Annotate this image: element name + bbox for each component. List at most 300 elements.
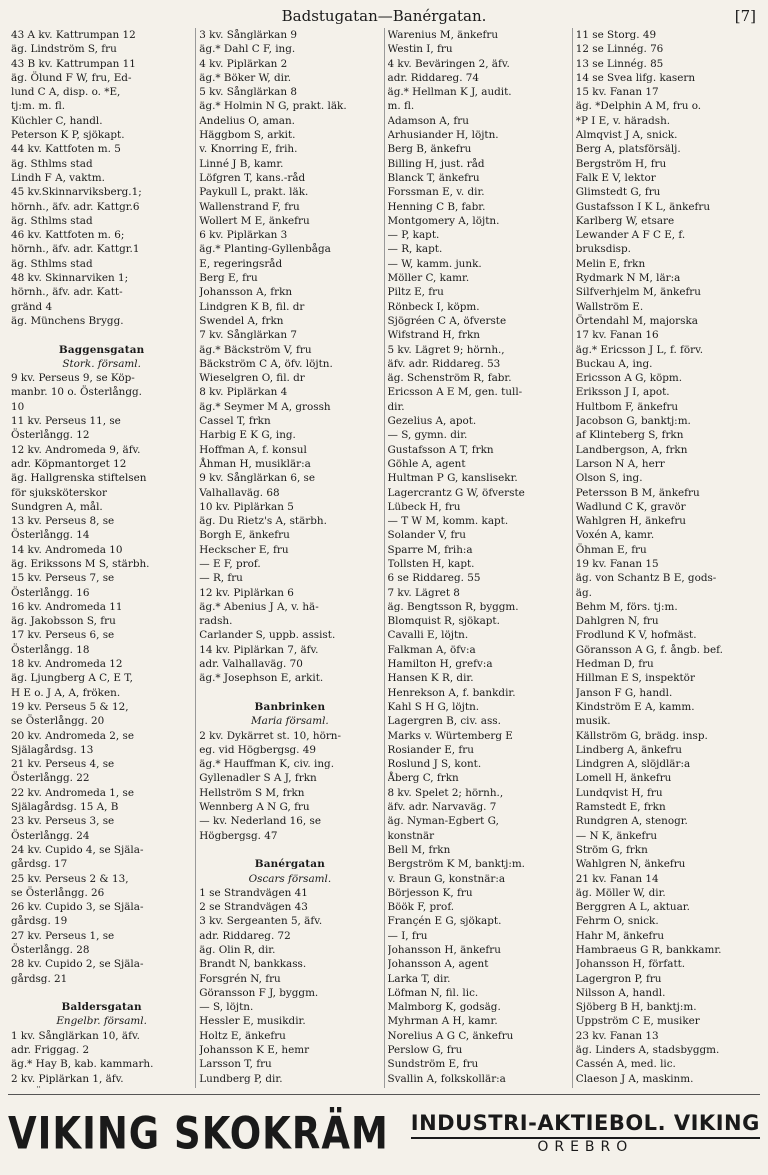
directory-entry: Cassén A, med. lic. <box>575 1058 676 1071</box>
directory-entry: äg. Hallgrenska stiftelsen <box>11 472 147 485</box>
directory-entry: Landbergson, A, frkn <box>575 443 688 456</box>
directory-entry: Wieselgren O, fil. dr <box>199 372 305 385</box>
directory-entry: äg. Jakobsson S, fru <box>11 615 116 628</box>
directory-entry: — I, fru <box>387 929 428 942</box>
directory-entry: Larsson T, fru <box>199 1058 272 1071</box>
column-4 <box>572 28 760 1088</box>
directory-entry: Holtz E, änkefru <box>199 1029 286 1042</box>
directory-entry: Blomquist R, sjökapt. <box>387 615 500 628</box>
directory-entry: 5 kv. Lägret 9; hörnh., <box>387 343 505 356</box>
directory-entry: — S, gymn. dir. <box>387 429 468 442</box>
directory-entry: H E o. J A, A, fröken. <box>11 686 121 699</box>
directory-entry: äg. Ölund F W, fru, Ed- <box>11 71 132 84</box>
directory-entry: Frodlund K V, hofmäst. <box>575 629 697 642</box>
directory-entry: Adamson A, fru <box>387 114 469 127</box>
directory-entry: Brandt N, bankkass. <box>199 958 307 971</box>
directory-entry: tj:m. m. fl. <box>11 100 66 113</box>
directory-entry: Hansen K R, dir. <box>387 672 474 685</box>
directory-entry: — T W M, komm. kapt. <box>387 515 509 528</box>
directory-entry: Åhman H, musiklär:a <box>199 457 311 470</box>
company-block <box>411 1111 760 1155</box>
directory-entry: Rosiander E, fru <box>387 743 474 756</box>
directory-entry: Bell M, frkn <box>387 843 451 856</box>
directory-entry: Böök F, prof. <box>387 901 455 914</box>
directory-entry: Hillman E S, inspektör <box>575 672 695 685</box>
directory-entry: äg. Schenström R, fabr. <box>387 372 512 385</box>
directory-entry: Wifstrand H, frkn <box>387 329 480 342</box>
directory-entry: Dahlgren N, fru <box>575 615 659 628</box>
directory-entry: Wennberg A N G, fru <box>199 801 310 814</box>
directory-entry: v. Braun G, konstnär:a <box>387 872 506 885</box>
directory-entry: — E F, prof. <box>199 557 261 570</box>
directory-entry: äg. Bengtsson R, byggm. <box>387 600 519 613</box>
directory-entry: 4 kv. Beväringen 2, äfv. <box>387 57 510 70</box>
directory-entry: Lundqvist H, fru <box>575 786 663 799</box>
directory-entry: Marks v. Würtemberg E <box>387 729 513 742</box>
directory-entry: äfv. adr. Narvaväg. 7 <box>387 801 497 814</box>
directory-entry: Harbig E K G, ing. <box>199 429 296 442</box>
directory-entry: Janson F G, handl. <box>575 686 673 699</box>
directory-entry: 1 kv. Sånglärkan 10, äfv. <box>11 1029 140 1042</box>
directory-entry: äg. von Schantz B E, gods- <box>575 572 717 585</box>
street-heading: Baggensgatan <box>58 343 145 356</box>
directory-entry: Lagergren B, civ. ass. <box>387 715 501 728</box>
directory-entry: Eriksson J I, apot. <box>575 386 670 399</box>
directory-entry: Johansson K E, hemr <box>199 1044 310 1057</box>
directory-entry: Falkman A, öfv:a <box>387 643 476 656</box>
directory-entry: Lagercrantz G W, öfverste <box>387 486 525 499</box>
directory-entry: Ramstedt E, frkn <box>575 801 666 814</box>
directory-entry: Bergström H, fru <box>575 157 667 170</box>
directory-entry: Johansson A, frkn <box>199 286 293 299</box>
directory-entry: 7 kv. Sånglärkan 7 <box>199 329 297 342</box>
directory-entry: Françén E G, sjökapt. <box>387 915 502 928</box>
directory-entry: Hessler E, musikdir. <box>199 1015 306 1028</box>
directory-entry: 25 kv. Perseus 2 & 13, <box>11 872 129 885</box>
directory-entry: Melin E, frkn <box>575 257 646 270</box>
directory-entry: Lagergron P, fru <box>575 972 662 985</box>
directory-entry: Henrekson A, f. bankdir. <box>387 686 516 699</box>
directory-entry: äg. Möller W, dir. <box>575 886 666 899</box>
directory-entry: 17 kv. Fanan 16 <box>575 329 659 342</box>
directory-entry: 19 kv. Perseus 5 & 12, <box>11 700 129 713</box>
directory-entry: Blanck T, änkefru <box>387 171 480 184</box>
directory-entry: Paykull L, prakt. läk. <box>199 186 309 199</box>
directory-entry: gårdsg. 21 <box>11 972 68 985</box>
street-heading: Banérgatan <box>254 858 325 871</box>
directory-entry: Åberg C, frkn <box>387 772 459 785</box>
directory-entry: Tollsten H, kapt. <box>387 557 475 570</box>
directory-entry: — R, kapt. <box>387 243 443 256</box>
directory-entry: 11 se Storg. 49 <box>575 29 657 41</box>
directory-entry: 13 se Linnég. 85 <box>575 57 664 70</box>
directory-entry: Falk E V, lektor <box>575 171 656 184</box>
directory-entry: Heckscher E, fru <box>199 543 289 556</box>
directory-entry: 15 kv. Perseus 7, se <box>11 572 115 585</box>
directory-entry: Myhrman A H, kamr. <box>387 1015 498 1028</box>
directory-entry: äg.* Planting-Gyllenbåga <box>199 243 331 256</box>
directory-entry: äg.* Josephson E, arkit. <box>199 672 324 685</box>
directory-entry: Lindberg A, änkefru <box>575 743 682 756</box>
directory-entry: Karlberg W, etsare <box>575 214 675 227</box>
parish-label: Oscars församl. <box>248 872 332 885</box>
directory-entry: Andelius O, aman. <box>199 114 295 127</box>
directory-entry: 28 kv. Cupido 2, se Själa- <box>11 958 144 971</box>
directory-entry: Johansson H, författ. <box>575 958 686 971</box>
directory-entry: 6 kv. Piplärkan 3 <box>199 229 288 242</box>
directory-entry: Bergström K M, banktj:m. <box>387 858 525 871</box>
directory-entry: äg.* Dahl C F, ing. <box>199 43 296 56</box>
directory-entry: Billing H, just. råd <box>387 157 485 170</box>
directory-entry: 45 kv.Skinnarviksberg.1; <box>11 186 142 199</box>
directory-entry: 10 <box>11 400 25 413</box>
column-2 <box>195 28 383 1088</box>
directory-entry: äg. Lindström S, fru <box>11 43 117 56</box>
directory-entry: äg. Sthlms stad <box>11 214 93 227</box>
directory-entry: 15 kv. Fanan 17 <box>575 86 659 99</box>
directory-entry: Källström G, brädg. insp. <box>575 729 708 742</box>
directory-entry: gränd 4 <box>11 300 53 313</box>
directory-entry: Häggbom S, arkit. <box>199 129 296 142</box>
parish-label: Maria församl. <box>251 715 329 728</box>
directory-entry: Svallin A, folkskollär:a <box>387 1072 506 1085</box>
directory-entry: Hamilton H, grefv:a <box>387 658 493 671</box>
directory-entry: Gezelius A, apot. <box>387 415 477 428</box>
directory-entry: Lindgren A, slöjdlär:a <box>575 758 691 771</box>
directory-entry: — W, kamm. junk. <box>387 257 482 270</box>
directory-entry: Sundgren A, mål. <box>11 500 103 513</box>
directory-entry: Öhman E, fru <box>575 543 647 556</box>
directory-entry: Westin I, fru <box>387 43 453 56</box>
directory-entry: Malmborg K, godsäg. <box>387 1001 501 1014</box>
directory-entry: äg. *Delphin A M, fru o. <box>575 100 702 113</box>
directory-columns <box>8 28 760 1088</box>
directory-entry: 3 kv. Sergeanten 5, äfv. <box>199 915 323 928</box>
directory-entry: Hambraeus G R, bankkamr. <box>575 944 722 956</box>
directory-entry <box>11 1086 192 1088</box>
directory-entry: hörnh., äfv. adr. Katt- <box>11 286 123 299</box>
directory-entry: Kahl S H G, löjtn. <box>387 700 480 713</box>
directory-entry: Larka T, dir. <box>387 972 451 985</box>
directory-entry: Rönbeck I, köpm. <box>387 300 480 313</box>
advertisement-footer <box>8 1094 760 1171</box>
directory-entry: Lübeck H, fru <box>387 500 461 513</box>
directory-entry: Österlångg. 28 <box>11 944 90 956</box>
directory-entry: 12 kv. Andromeda 9, äfv. <box>11 443 141 456</box>
directory-entry: Bäckström C A, öfv. löjtn. <box>199 357 333 370</box>
directory-entry: *P I E, v. häradsh. <box>575 114 671 127</box>
directory-entry: 2 kv. Piplärkan 1, äfv. <box>11 1072 124 1085</box>
directory-entry: Kindström E A, kamm. <box>575 700 695 713</box>
directory-entry: — R, fru <box>199 572 243 585</box>
directory-entry: Löfgren T, kans.-råd <box>199 171 306 184</box>
directory-entry: 20 kv. Andromeda 2, se <box>11 729 134 742</box>
directory-entry: hörnh., äfv. adr. Kattgr.1 <box>11 243 140 256</box>
directory-entry: Hoffman A, f. konsul <box>199 443 307 456</box>
directory-entry: 43 A kv. Kattrumpan 12 <box>11 29 136 41</box>
page-header <box>8 4 760 28</box>
directory-entry: Gustafsson A T, frkn <box>387 443 494 456</box>
page-title: Badstugatan—Banérgatan. <box>281 7 487 25</box>
directory-entry: Almqvist J A, snick. <box>575 129 678 142</box>
directory-entry: 44 kv. Kattfoten m. 5 <box>11 143 121 156</box>
directory-entry: — N K, änkefru <box>575 829 658 842</box>
directory-entry: m. fl. <box>387 100 415 113</box>
directory-entry: — S, löjtn. <box>199 1001 254 1014</box>
directory-entry: Möller C, kamr. <box>387 272 470 285</box>
directory-entry: Roslund J S, kont. <box>387 758 482 771</box>
directory-entry: Berg B, änkefru <box>387 143 472 156</box>
directory-entry: Cassel T, frkn <box>199 415 271 428</box>
column-1 <box>8 28 195 1088</box>
directory-entry: äg. Erikssons M S, stärbh. <box>11 557 150 570</box>
directory-entry: Peterson K P, sjökapt. <box>11 129 125 142</box>
directory-entry: Cavalli E, löjtn. <box>387 629 469 642</box>
directory-entry: Rundgren A, stenogr. <box>575 815 688 828</box>
directory-entry: 26 kv. Cupido 3, se Själa- <box>11 901 144 914</box>
directory-entry: Sjögréen C A, öfverste <box>387 314 507 327</box>
directory-entry: äg. Ljungberg A C, E T, <box>11 672 133 685</box>
directory-entry: Henning C B, fabr. <box>387 200 486 213</box>
directory-entry: bruksdisp. <box>575 243 631 256</box>
directory-entry: Österlångg. 12 <box>11 429 90 442</box>
directory-entry: äg. Nyman-Egbert G, <box>387 815 499 828</box>
directory-entry: 43 B kv. Kattrumpan 11 <box>11 57 136 70</box>
directory-entry: manbr. 10 o. Österlångg. <box>11 386 142 399</box>
directory-entry <box>199 686 380 700</box>
directory-entry: Berg A, platsförsälj. <box>575 143 681 156</box>
directory-entry: äg.* Seymer M A, grossh <box>199 400 331 413</box>
directory-entry: lund C A, disp. o. *E, <box>11 86 121 99</box>
directory-entry: Österlångg. 14 <box>11 529 90 542</box>
directory-entry: 48 kv. Skinnarviken 1; <box>11 272 129 285</box>
directory-entry: Gustafsson I K L, änkefru <box>575 200 711 213</box>
directory-entry: 10 kv. Piplärkan 5 <box>199 500 294 513</box>
directory-entry: 21 kv. Perseus 4, se <box>11 758 115 771</box>
directory-entry: Voxén A, kamr. <box>575 529 655 542</box>
directory-entry: 9 kv. Sånglärkan 6, se <box>199 472 316 485</box>
directory-entry: 14 kv. Piplärkan 7, äfv. <box>199 643 319 656</box>
directory-entry: Wahlgren H, änkefru <box>575 515 687 528</box>
directory-entry: 19 kv. Fanan 15 <box>575 557 659 570</box>
directory-entry: 9 kv. Perseus 9, se Köp- <box>11 372 135 385</box>
directory-entry: 46 kv. Kattfoten m. 6; <box>11 229 125 242</box>
directory-entry: äg. <box>575 586 592 599</box>
directory-entry: Perslow G, fru <box>387 1044 463 1057</box>
directory-entry: 1 se Strandvägen 41 <box>199 886 308 899</box>
directory-entry: Montgomery A, löjtn. <box>387 214 500 227</box>
directory-entry: 3 kv. Sånglärkan 9 <box>199 29 297 41</box>
directory-entry: 14 kv. Andromeda 10 <box>11 543 123 556</box>
directory-entry: Swendel A, frkn <box>199 314 284 327</box>
directory-entry: eg. vid Högbergsg. 49 <box>199 743 317 756</box>
directory-entry: se Österlångg. 20 <box>11 715 105 728</box>
brand-name: VIKING SKOKRÄM <box>8 1107 389 1159</box>
directory-entry: 23 kv. Fanan 13 <box>575 1029 659 1042</box>
directory-entry: Örtendahl M, majorska <box>575 314 698 327</box>
directory-entry: Hultman P G, kanslisekr. <box>387 472 518 485</box>
directory-entry: äg. Du Rietz's A, stärbh. <box>199 515 327 528</box>
directory-entry: Sparre M, frih:a <box>387 543 473 556</box>
street-heading: Baldersgatan <box>61 1001 142 1014</box>
page-number: [7] <box>734 7 756 25</box>
directory-entry: Fehrm O, snick. <box>575 915 659 928</box>
directory-entry: Warenius M, änkefru <box>387 29 499 41</box>
directory-entry <box>11 328 192 342</box>
directory-entry: Österlångg. 24 <box>11 829 90 842</box>
street-heading: Banbrinken <box>254 700 326 713</box>
directory-entry: Lomell H, änkefru <box>575 772 672 785</box>
directory-entry: Olson S, ing. <box>575 472 643 485</box>
directory-entry: se Österlångg. 26 <box>11 886 105 899</box>
directory-entry: 7 kv. Lägret 8 <box>387 586 460 599</box>
directory-entry: 22 kv. Andromeda 1, se <box>11 786 134 799</box>
directory-entry: 2 kv. Dykärret st. 10, hörn- <box>199 729 342 742</box>
directory-entry: 18 kv. Andromeda 12 <box>11 658 123 671</box>
directory-entry: v. Knorring E, frih. <box>199 143 298 156</box>
directory-entry: — kv. Nederland 16, se <box>199 815 321 828</box>
directory-entry: 14 se Svea lifg. kasern <box>575 71 696 84</box>
company-name: INDUSTRI-AKTIEBOL. VIKING <box>410 1111 760 1135</box>
directory-entry: adr. Friggag. 2 <box>11 1044 90 1057</box>
directory-entry: gårdsg. 17 <box>11 858 68 871</box>
directory-entry: Silfverhjelm M, änkefru <box>575 286 701 299</box>
directory-entry: Carlander S, uppb. assist. <box>199 629 336 642</box>
directory-entry: 27 kv. Perseus 1, se <box>11 929 115 942</box>
directory-entry: Göransson F J, byggm. <box>199 986 319 999</box>
directory-entry: Hellström S M, frkn <box>199 786 305 799</box>
directory-entry: Österlångg. 18 <box>11 643 90 656</box>
directory-entry: Jacobson G, banktj:m. <box>575 415 691 428</box>
parish-label: Engelbr. församl. <box>56 1015 147 1028</box>
directory-entry: 4 kv. Piplärkan 2 <box>199 57 288 70</box>
company-city: OREBRO <box>411 1137 760 1155</box>
directory-entry: radsh. <box>199 615 233 628</box>
directory-entry: äg.* Hellman K J, audit. <box>387 86 512 99</box>
directory-entry: 16 kv. Andromeda 11 <box>11 600 123 613</box>
directory-entry: Wallström E. <box>575 300 644 313</box>
directory-entry: 6 se Riddareg. 55 <box>387 572 481 585</box>
directory-entry <box>576 1086 757 1088</box>
directory-entry: Gyllenadler S A J, frkn <box>199 772 317 785</box>
directory-entry: Arhusiander H, löjtn. <box>387 129 499 142</box>
directory-entry: Solander V, fru <box>387 529 466 542</box>
column-3 <box>384 28 572 1088</box>
directory-entry: Berg E, fru <box>199 272 258 285</box>
directory-entry: musik. <box>575 715 611 728</box>
directory-entry: Norelius A G C, änkefru <box>387 1029 514 1042</box>
directory-entry: Forsgrén N, fru <box>199 972 281 985</box>
directory-entry: äg. Sthlms stad <box>11 157 93 170</box>
directory-entry: 2 se Strandvägen 43 <box>199 901 308 914</box>
directory-entry: Högbergsg. 47 <box>199 829 278 842</box>
directory-entry: Löfman N, fil. lic. <box>387 986 479 999</box>
directory-entry: Lundberg P, dir. <box>199 1072 283 1085</box>
directory-entry: Österlångg. 22 <box>11 772 90 785</box>
directory-entry: E, regeringsråd <box>199 257 283 270</box>
directory-entry: Ericsson A G, köpm. <box>575 372 683 385</box>
directory-entry <box>199 1086 380 1088</box>
directory-entry: Linné J B, kamr. <box>199 157 284 170</box>
directory-entry: adr. Riddareg. 74 <box>387 71 480 84</box>
directory-entry: Larson N A, herr <box>575 457 665 470</box>
directory-entry: Börjesson K, fru <box>387 886 473 899</box>
directory-entry: 11 kv. Perseus 11, se <box>11 415 121 428</box>
directory-entry: Lindh F A, vaktm. <box>11 171 105 184</box>
directory-entry: äg.* Bäckström V, fru <box>199 343 312 356</box>
directory-entry: Johansson H, änkefru <box>387 944 501 956</box>
directory-entry: 8 kv. Spelet 2; hörnh., <box>387 786 504 799</box>
directory-entry: 17 kv. Perseus 6, se <box>11 629 115 642</box>
directory-entry <box>388 1086 569 1088</box>
directory-entry: 13 kv. Perseus 8, se <box>11 515 115 528</box>
directory-entry: äg. Sthlms stad <box>11 257 93 270</box>
directory-entry: Johansson A, agent <box>387 958 489 971</box>
directory-entry <box>199 843 380 857</box>
directory-entry: 8 kv. Piplärkan 4 <box>199 386 288 399</box>
directory-entry: äg. Münchens Brygg. <box>11 314 124 327</box>
directory-entry: Hahr M, änkefru <box>575 929 665 942</box>
directory-entry: Nilsson A, handl. <box>575 986 666 999</box>
directory-entry: Ericsson A E M, gen. tull- <box>387 386 523 399</box>
directory-entry: Österlångg. 16 <box>11 586 90 599</box>
directory-entry: Glimstedt G, fru <box>575 186 661 199</box>
directory-entry: Wadlund C K, gravör <box>575 500 686 513</box>
directory-entry: Sundström E, fru <box>387 1058 479 1071</box>
directory-entry: konstnär <box>387 829 435 842</box>
directory-entry: Lewander A F C E, f. <box>575 229 686 242</box>
directory-entry: äg.* Böker W, dir. <box>199 71 292 84</box>
directory-entry: Forssman E, v. dir. <box>387 186 485 199</box>
directory-entry: Själagårdsg. 13 <box>11 743 94 756</box>
directory-entry: äg. Linders A, stadsbyggm. <box>575 1044 720 1057</box>
directory-entry: Göransson A G, f. ångb. bef. <box>575 643 723 656</box>
directory-entry: adr. Riddareg. 72 <box>199 929 291 942</box>
directory-entry: adr. Köpmantorget 12 <box>11 457 127 470</box>
directory-entry: Själagårdsg. 15 A, B <box>11 801 119 814</box>
directory-entry: Wahlgren N, änkefru <box>575 858 686 871</box>
directory-entry: Ström G, frkn <box>575 843 648 856</box>
directory-entry: hörnh., äfv. adr. Kattgr.6 <box>11 200 140 213</box>
directory-entry: Sjöberg B H, banktj:m. <box>575 1001 697 1014</box>
directory-entry: 12 kv. Piplärkan 6 <box>199 586 294 599</box>
directory-entry: dir. <box>387 400 405 413</box>
directory-entry: 21 kv. Fanan 14 <box>575 872 659 885</box>
directory-entry <box>11 986 192 1000</box>
directory-entry: Piltz E, fru <box>387 286 444 299</box>
directory-entry: gårdsg. 19 <box>11 915 68 928</box>
directory-entry: Hedman D, fru <box>575 658 654 671</box>
directory-entry: 12 se Linnég. 76 <box>575 43 664 56</box>
directory-entry: för sjuksköterskor <box>11 486 107 499</box>
directory-entry: Behm M, förs. tj:m. <box>575 600 678 613</box>
directory-entry: Uppström C E, musiker <box>575 1015 700 1028</box>
directory-entry: Valhallaväg. 68 <box>199 486 280 499</box>
directory-entry: äg.* Ericsson J L, f. förv. <box>575 343 704 356</box>
directory-entry: — P, kapt. <box>387 229 440 242</box>
directory-entry: äg.* Hay B, kab. kammarh. <box>11 1058 154 1071</box>
directory-entry: Göhle A, agent <box>387 457 466 470</box>
directory-entry: af Klinteberg S, frkn <box>575 429 684 442</box>
directory-entry: Berggren A L, aktuar. <box>575 901 690 914</box>
directory-entry: Rydmark N M, lär:a <box>575 272 681 285</box>
directory-entry: äg.* Hauffman K, civ. ing. <box>199 758 334 771</box>
directory-entry: Küchler C, handl. <box>11 114 103 127</box>
directory-entry: 5 kv. Sånglärkan 8 <box>199 86 297 99</box>
parish-label: Stork. församl. <box>62 357 141 370</box>
directory-entry: adr. Valhallaväg. 70 <box>199 658 303 671</box>
directory-entry: 24 kv. Cupido 4, se Själa- <box>11 843 144 856</box>
